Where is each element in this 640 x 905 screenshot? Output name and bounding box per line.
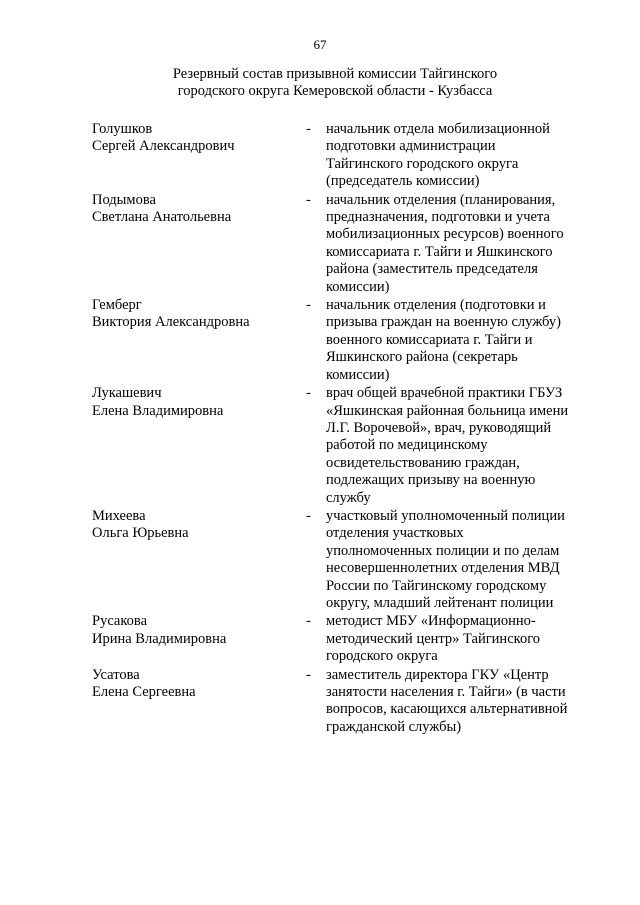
member-name	[92, 121, 306, 191]
member-surname: Русакова	[92, 613, 148, 630]
member-name	[92, 192, 306, 296]
role-line: (председатель комиссии)	[326, 173, 480, 190]
member-given-names: Елена Владимировна	[92, 402, 224, 419]
role-line: отделения участковых	[326, 525, 464, 542]
member-name	[92, 297, 306, 384]
member-role	[326, 667, 584, 737]
role-line: освидетельствованию граждан,	[326, 454, 520, 471]
member-given-names: Елена Сергеевна	[92, 684, 196, 700]
title-line: Резервный состав призывной комиссии Тайгинского	[172, 66, 498, 82]
member-role	[326, 385, 584, 507]
member-entry	[92, 613, 592, 665]
separator-dash: -	[306, 297, 311, 314]
title-line: городского округа Кемеровской области - Кузбасса	[177, 83, 493, 99]
role-line: уполномоченных полиции и по делам	[326, 542, 560, 559]
role-line: занятости населения г. Тайги» (в части	[326, 684, 566, 700]
member-entry	[92, 385, 592, 507]
member-role	[326, 613, 584, 665]
role-line: методист МБУ «Информационно-	[326, 613, 536, 630]
role-line: комиссариата г. Тайги и Яшкинского	[326, 243, 553, 260]
separator-dash: -	[306, 385, 311, 402]
role-line: городского округа	[326, 648, 438, 665]
role-line: врач общей врачебной практики ГБУЗ	[326, 385, 563, 402]
role-line: Тайгинского городского округа	[326, 155, 519, 172]
document-title	[120, 66, 550, 100]
member-given-names: Ольга Юрьевна	[92, 525, 189, 542]
role-line: участковый уполномоченный полиции	[326, 507, 565, 524]
role-line: методический центр» Тайгинского	[326, 630, 541, 647]
member-role	[326, 121, 584, 191]
member-role	[326, 192, 584, 296]
member-surname: Голушков	[92, 121, 153, 137]
member-entry	[92, 192, 592, 296]
member-surname: Подымова	[92, 191, 156, 208]
member-given-names: Ирина Владимировна	[92, 630, 227, 647]
member-given-names: Сергей Александрович	[92, 138, 235, 155]
role-line: предназначения, подготовки и учета	[326, 209, 550, 226]
role-line: службу	[326, 489, 371, 506]
member-surname: Михеева	[92, 507, 146, 524]
role-line: вопросов, касающихся альтернативной	[326, 701, 568, 718]
role-line: несовершеннолетних отделения МВД	[326, 560, 560, 577]
page-number: 67	[313, 37, 327, 52]
member-surname: Усатова	[92, 666, 140, 683]
role-line: района (заместитель председателя	[326, 261, 538, 278]
member-entry	[92, 297, 592, 384]
separator-dash: -	[306, 507, 311, 524]
member-given-names: Виктория Александровна	[92, 314, 250, 331]
role-line: заместитель директора ГКУ «Центр	[326, 666, 549, 683]
member-entry	[92, 508, 592, 612]
member-role	[326, 297, 584, 384]
role-line: работой по медицинскому	[326, 437, 488, 454]
role-line: начальник отделения (планирования,	[326, 191, 556, 208]
member-surname: Гемберг	[92, 297, 142, 314]
member-given-names: Светлана Анатольевна	[92, 209, 232, 226]
role-line: подготовки администрации	[326, 138, 496, 155]
role-line: гражданской службы)	[326, 718, 462, 735]
role-line: призыва граждан на военную службу)	[326, 314, 561, 331]
member-entry	[92, 667, 592, 737]
separator-dash: -	[306, 191, 311, 208]
role-line: округу, младший лейтенант полиции	[326, 594, 554, 611]
separator-dash: -	[306, 613, 311, 630]
role-line: военного комиссариата г. Тайги и	[326, 331, 533, 348]
member-name	[92, 385, 306, 507]
role-line: комиссии)	[326, 278, 390, 295]
member-name	[92, 667, 306, 737]
members-list	[92, 121, 592, 737]
role-line: подлежащих призыву на военную	[326, 472, 536, 489]
role-line: «Яшкинская районная больница имени	[326, 402, 569, 419]
role-line: начальник отделения (подготовки и	[326, 297, 546, 314]
role-line: комиссии)	[326, 366, 390, 383]
role-line: России по Тайгинскому городскому	[326, 577, 547, 594]
separator-dash: -	[306, 121, 311, 137]
member-name	[92, 613, 306, 665]
member-entry	[92, 121, 592, 191]
member-surname: Лукашевич	[92, 385, 162, 402]
role-line: начальник отдела мобилизационной	[326, 121, 550, 137]
member-name	[92, 508, 306, 612]
separator-dash: -	[306, 666, 311, 683]
member-role	[326, 508, 584, 612]
role-line: мобилизационных ресурсов) военного	[326, 226, 564, 243]
role-line: Яшкинского района (секретарь	[326, 349, 518, 366]
role-line: Л.Г. Ворочевой», врач, руководящий	[326, 419, 552, 436]
